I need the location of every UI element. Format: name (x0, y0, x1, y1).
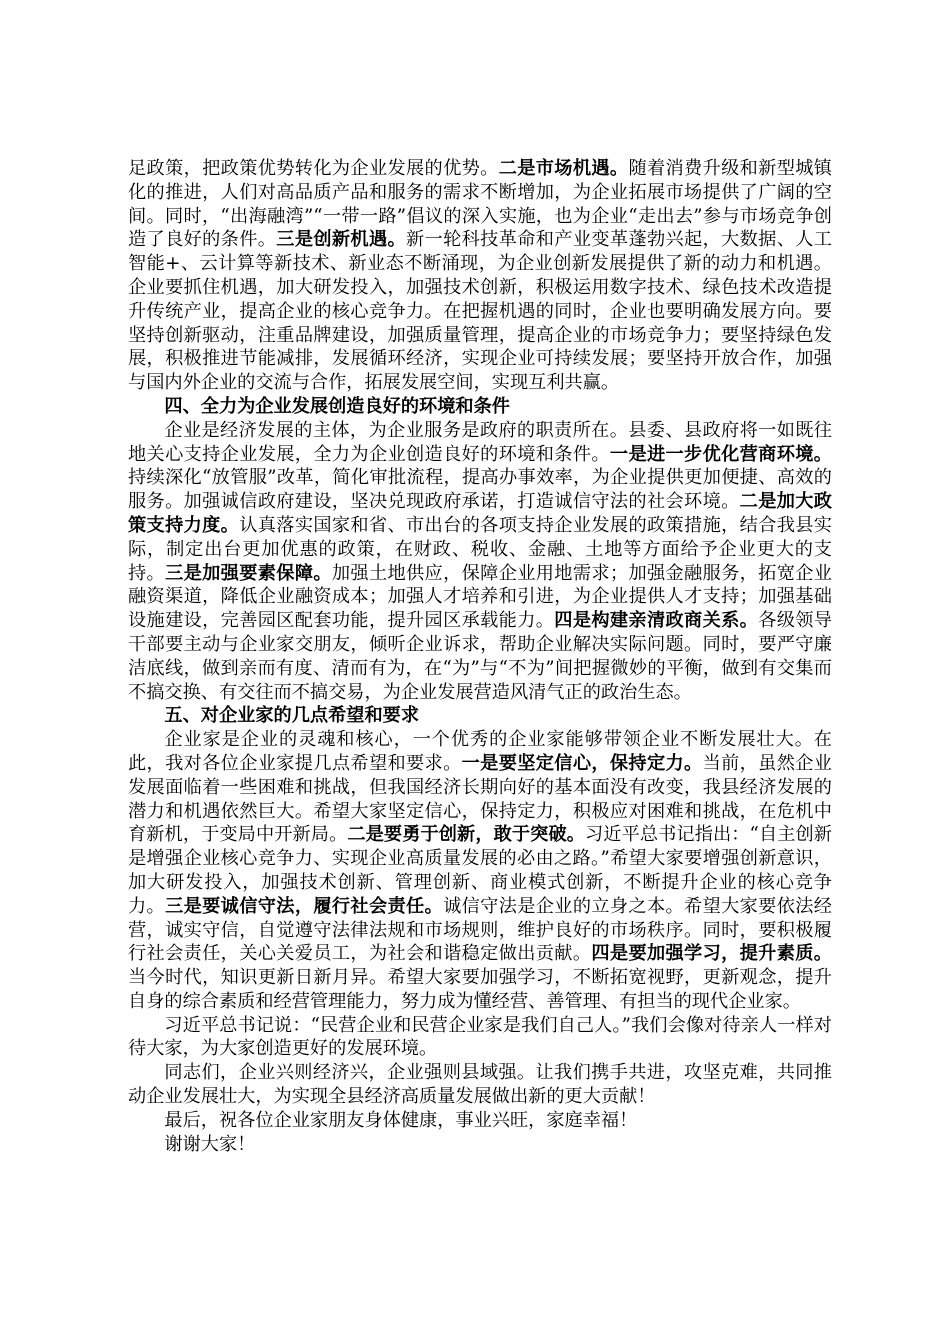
bold-lead-phrase: 三是加强要素保障。 (165, 562, 332, 584)
section-heading-5: 五、对企业家的几点希望和要求 (164, 705, 420, 727)
text-run: 诚信守法是企业的立身之本。希望大家要依法经营，诚实守信，自觉遵守法律法规和市场规则，维护良好的市场秩序。同时，要积极履行社会责任，关心关爱员工，为社会和谐稳定做出贡献。 (128, 895, 832, 965)
text-run: 加强土地供应，保障企业用地需求；加强金融服务，拓宽企业融资渠道，降低企业融资成本；加强人才培养和引进，为企业提供人才支持；加强基础设施建设，完善园区配套功能，提升园区承载能力。 (128, 562, 832, 632)
text-run: 足政策，把政策优势转化为企业发展的优势。 (128, 158, 499, 179)
bold-lead-phrase: 二是要勇于创新，敢于突破。 (347, 824, 586, 846)
text-run: 当今时代，知识更新日新月异。希望大家要加强学习，不断拓宽视野，更新观念，提升自身的综合素质和经营管理能力，努力成为懂经营、善管理、有担当的现代企业家。 (128, 967, 832, 1012)
paragraph-thanks: 谢谢大家！ (164, 1133, 256, 1155)
document-page (128, 157, 832, 1156)
paragraph-quote: 习近平总书记说：“民营企业和民营企业家是我们自己人。”我们会像对待亲人一样对待大家，为大家创造更好的发展环境。 (128, 1014, 832, 1060)
bold-lead-phrase: 一是进一步优化营商环境。 (609, 443, 832, 465)
text-run: 企业是经济发展的主体，为企业服务是政府的职责所在。县委、县政府将一如既往地关心支持企业发展，全力为企业创造良好的环境和条件。 (128, 419, 832, 465)
text-run: 各级领导干部要主动与企业家交朋友，倾听企业诉求，帮助企业解决实际问题。同时，要严守廉洁底线，做到亲而有度、清而有为，在“为”与“不为”间把握微妙的平衡，做到有交集而不搞交换、有交往而不搞交易，为企业发展营造风清气正的政治生态。 (128, 610, 832, 703)
section-heading-4: 四、全力为企业发展创造良好的环境和条件 (164, 395, 510, 417)
bold-lead-phrase: 二是加大政策支持力度。 (128, 491, 832, 536)
bold-lead-phrase: 二是市场机遇。 (498, 158, 629, 179)
text-run: 持续深化“放管服”改革，简化审批流程，提高办事效率，为企业提供更加便捷、高效的服务。加强诚信政府建设，坚决兑现政府承诺，打造诚信守法的社会环境。 (128, 467, 832, 513)
text-run: 随着消费升级和新型城镇化的推进，人们对高品质产品和服务的需求不断增加，为企业拓展市场提供了广阔的空间。同时，“出海融湾”“一带一路”倡议的深入实施，也为企业“走出去”参与市场竞争创造了良好的条件。 (128, 158, 832, 251)
paragraph-opportunities (128, 157, 832, 395)
bold-lead-phrase: 一是要坚定信心，保持定力。 (461, 752, 703, 774)
text-run: 认真落实国家和省、市出台的各项支持企业发展的政策措施，结合我县实际，制定出台更加优惠的政策，在财政、税收、金融、土地等方面给予企业更大的支持。 (128, 514, 832, 584)
paragraph-environment (128, 419, 832, 705)
text-run: 新一轮科技革命和产业变革蓬勃兴起，大数据、人工智能+、云计算等新技术、新业态不断涌现，为企业创新发展提供了新的动力和机遇。企业要抓住机遇，加大研发投入，加强技术创新，积极运用数字技术、绿色技术改造提升传统产业，提高企业的核心竞争力。在把握机遇的同时，企业也要明确发展方向。要坚持创新驱动，注重品牌建设，加强质量管理，提高企业的市场竞争力；要坚持绿色发展，积极推进节能减排，发展循环经济，实现企业可持续发展；要坚持开放合作，加强与国内外企业的交流与合作，拓展发展空间，实现互利共赢。 (128, 229, 832, 394)
text-run: 习近平总书记指出：“自主创新是增强企业核心竞争力、实现企业高质量发展的必由之路。”希望大家要增强创新意识，加大研发投入，加强技术创新、管理创新、商业模式创新，不断提升企业的核心竞争力。 (128, 824, 832, 917)
paragraph-wishes: 最后，祝各位企业家朋友身体健康，事业兴旺，家庭幸福！ (164, 1109, 638, 1131)
text-run: 企业家是企业的灵魂和核心，一个优秀的企业家能够带领企业不断发展壮大。在此，我对各位企业家提几点希望和要求。 (128, 729, 832, 774)
paragraph-expectations (128, 728, 832, 1014)
bold-lead-phrase: 三是要诚信守法，履行社会责任。 (165, 895, 444, 917)
text-run: 当前，虽然企业发展面临着一些困难和挑战，但我国经济长期向好的基本面没有改变，我县经济发展的潜力和机遇依然巨大。希望大家坚定信心，保持定力，积极应对困难和挑战，在危机中育新机，于变局中开新局。 (128, 752, 832, 846)
bold-lead-phrase: 三是创新机遇。 (276, 229, 407, 251)
bold-lead-phrase: 四是要加强学习，提升素质。 (591, 943, 832, 965)
bold-lead-phrase: 四是构建亲清政商关系。 (554, 610, 759, 632)
paragraph-call-to-action: 同志们，企业兴则经济兴，企业强则县域强。让我们携手共进，攻坚克难，共同推动企业发展壮大，为实现全县经济高质量发展做出新的更大贡献！ (128, 1062, 832, 1108)
